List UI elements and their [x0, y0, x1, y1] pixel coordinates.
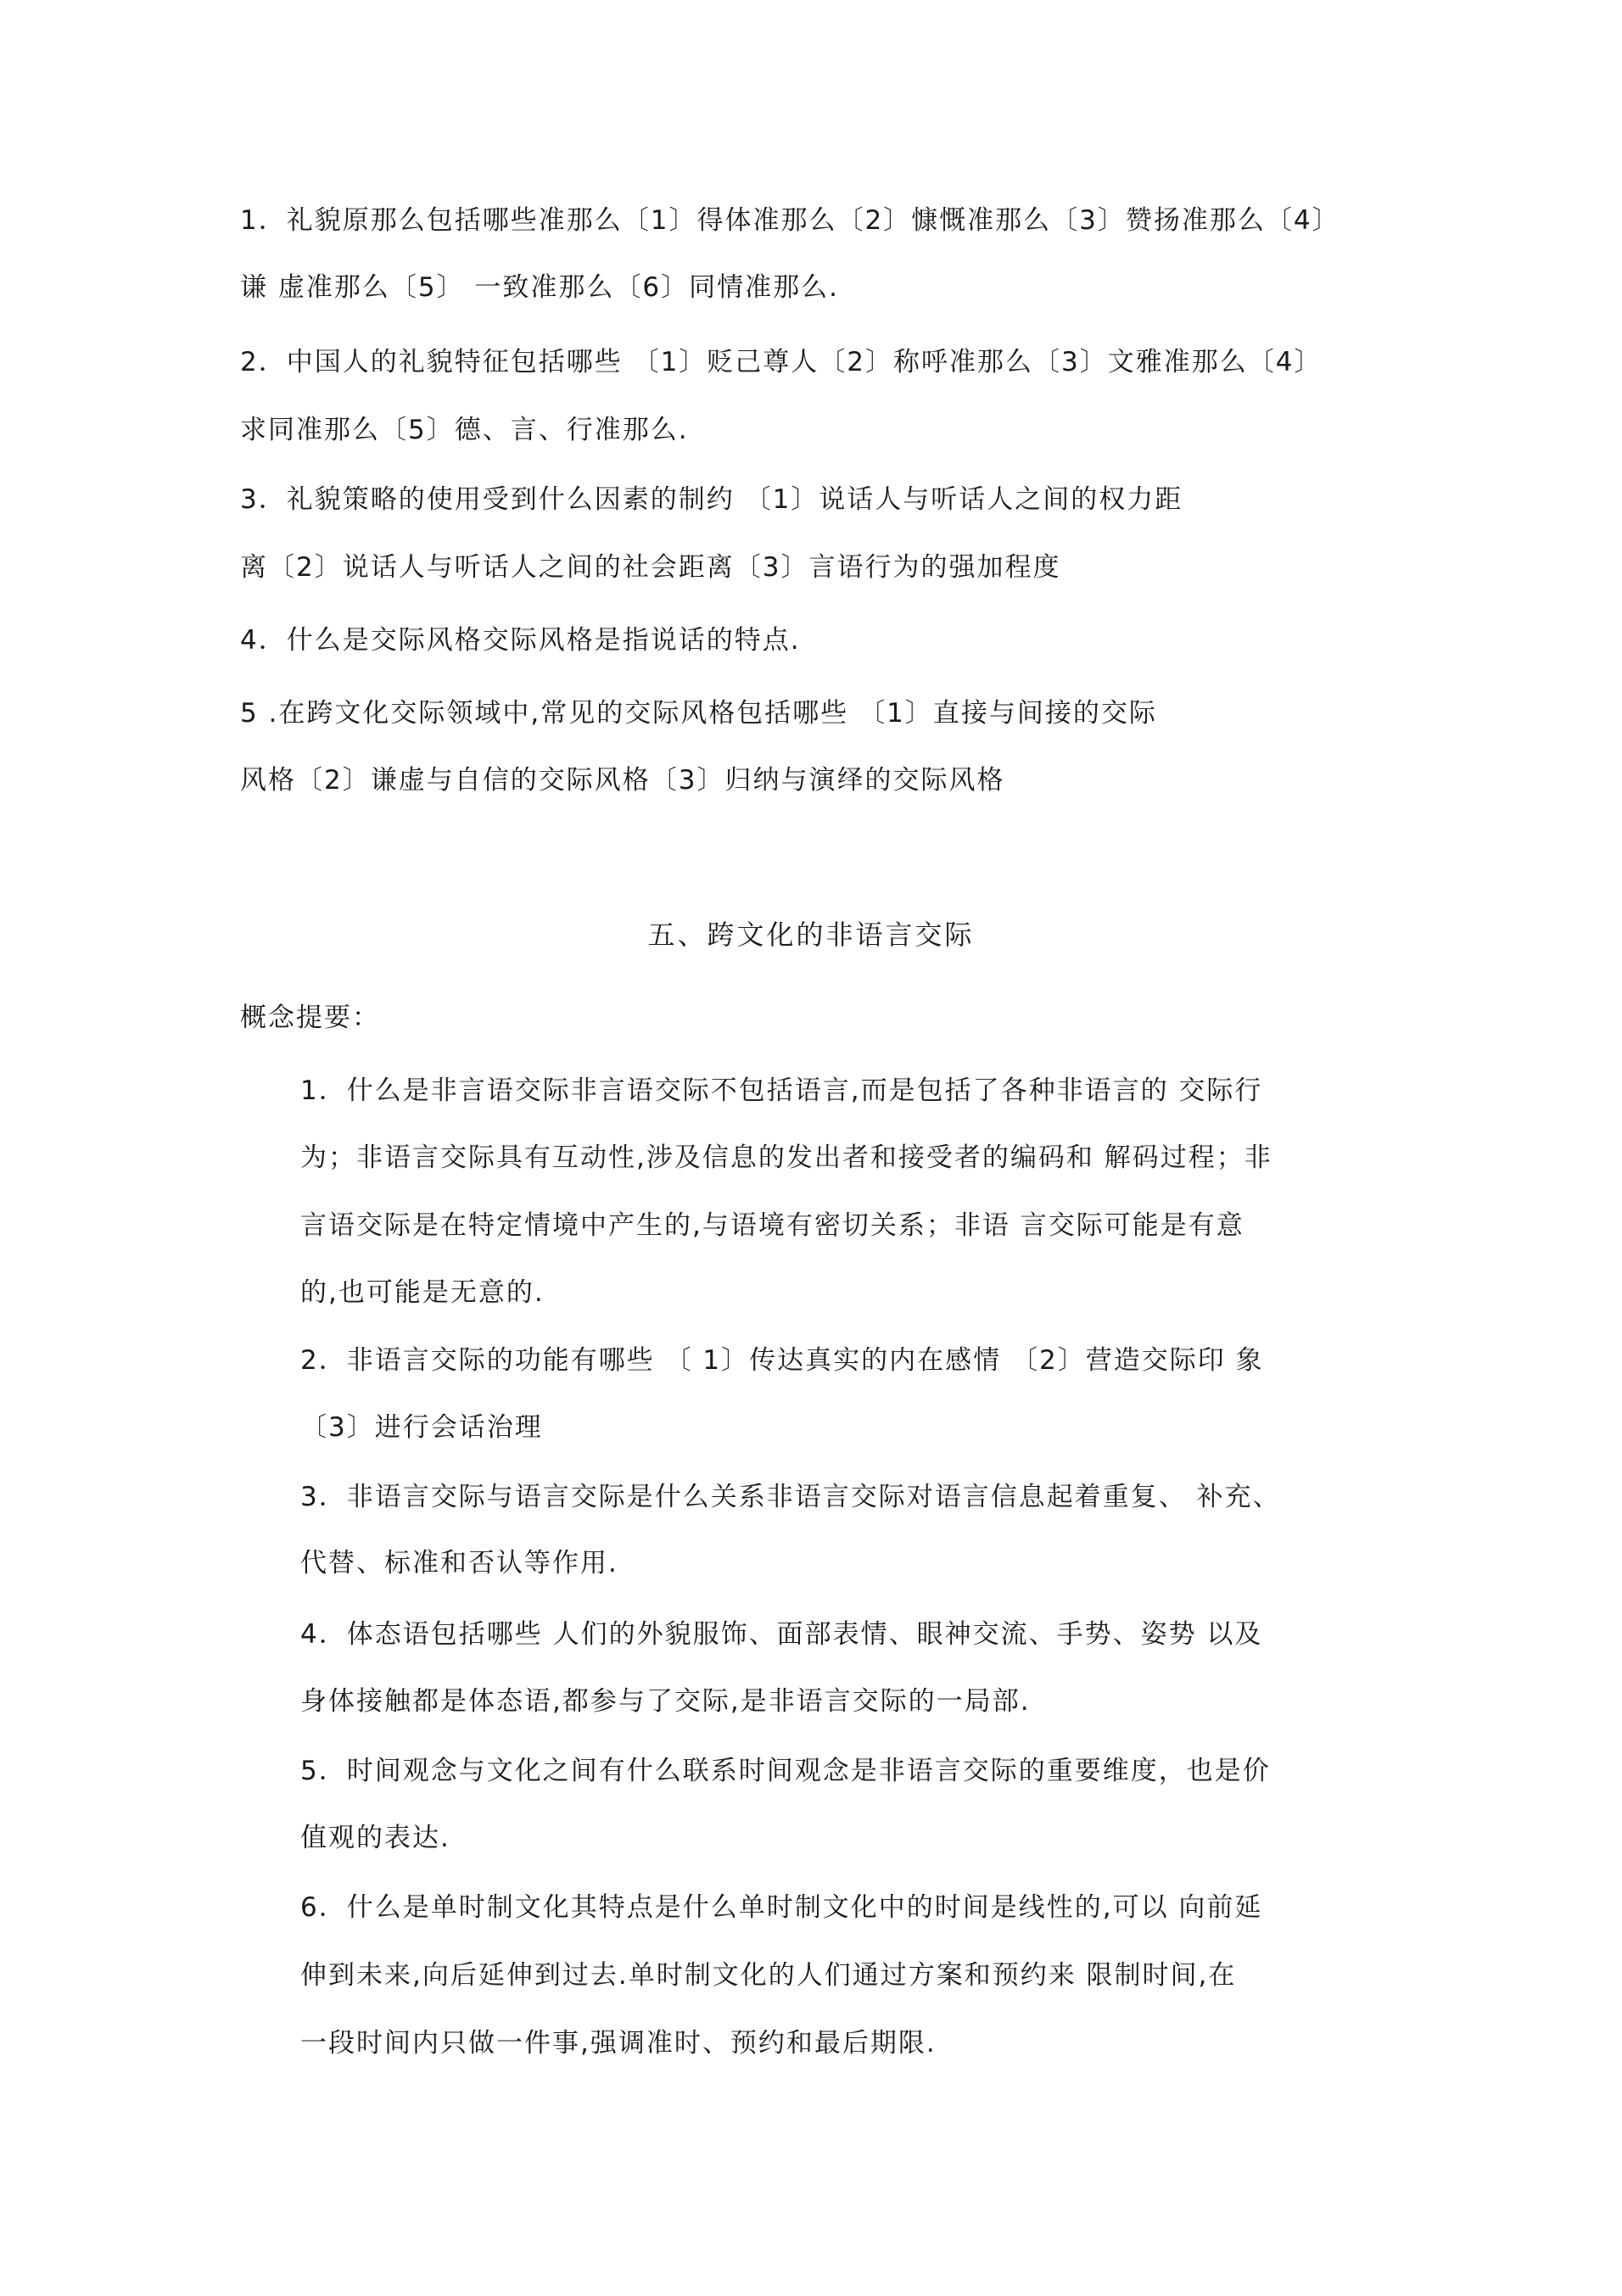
item-1-line-2: 谦 虚准那么〔5〕 一致准那么〔6〕同情准那么. — [240, 272, 840, 303]
concept-1-line-1: 1．什么是非言语交际非言语交际不包括语言,而是包括了各种非语言的 交际行 — [300, 1075, 1263, 1106]
concept-6-line-1: 6．什么是单时制文化其特点是什么单时制文化中的时间是线性的,可以 向前延 — [300, 1892, 1263, 1923]
section-title: 五、跨文化的非语言交际 — [647, 919, 975, 951]
item-5-line-1: 5 .在跨文化交际领域中,常见的交际风格包括哪些 〔1〕直接与间接的交际 — [240, 698, 1157, 729]
item-3-line-1: 3．礼貌策略的使用受到什么因素的制约 〔1〕说话人与听话人之间的权力距 — [240, 484, 1183, 515]
concept-1-line-4: 的,也可能是无意的. — [300, 1277, 545, 1308]
item-1-line-1: 1．礼貌原那么包括哪些准那么〔1〕得体准那么〔2〕慷慨准那么〔3〕赞扬准那么〔4〕 — [240, 205, 1340, 236]
concept-5-line-2: 值观的表达. — [300, 1823, 450, 1853]
item-2-line-2: 求同准那么〔5〕德、言、行准那么. — [240, 415, 689, 445]
concept-1-line-3: 言语交际是在特定情境中产生的,与语境有密切关系；非语 言交际可能是有意 — [300, 1210, 1244, 1241]
concept-2-line-2: 〔3〕进行会话治理 — [300, 1412, 543, 1443]
concept-3-line-1: 3．非语言交际与语言交际是什么关系非语言交际对语言信息起着重复、 补充、 — [300, 1482, 1281, 1512]
concept-4-line-2: 身体接触都是体态语,都参与了交际,是非语言交际的一局部. — [300, 1686, 1031, 1717]
concept-2-line-1: 2．非语言交际的功能有哪些 〔 1〕传达真实的内在感情 〔2〕营造交际印 象 — [300, 1345, 1264, 1376]
item-4-line-1: 4．什么是交际风格交际风格是指说话的特点. — [240, 625, 801, 656]
concept-3-line-2: 代替、标准和否认等作用. — [300, 1548, 618, 1578]
concept-5-line-1: 5．时间观念与文化之间有什么联系时间观念是非语言交际的重要维度，也是价 — [300, 1756, 1271, 1786]
concept-4-line-1: 4．体态语包括哪些 人们的外貌服饰、面部表情、眼神交流、手势、姿势 以及 — [300, 1619, 1263, 1650]
item-5-line-2: 风格〔2〕谦虚与自信的交际风格〔3〕归纳与演绎的交际风格 — [240, 765, 1005, 796]
concept-6-line-2: 伸到未来,向后延伸到过去.单时制文化的人们通过方案和预约来 限制时间,在 — [300, 1960, 1237, 1991]
item-2-line-1: 2．中国人的礼貌特征包括哪些 〔1〕贬己尊人〔2〕称呼准那么〔3〕文雅准那么〔4〕 — [240, 347, 1323, 377]
concept-subheading: 概念提要： — [240, 1003, 380, 1033]
concept-1-line-2: 为；非语言交际具有互动性,涉及信息的发出者和接受者的编码和 解码过程；非 — [300, 1142, 1272, 1173]
item-3-line-2: 离〔2〕说话人与听话人之间的社会距离〔3〕言语行为的强加程度 — [240, 552, 1061, 583]
concept-6-line-3: 一段时间内只做一件事,强调准时、预约和最后期限. — [300, 2028, 937, 2059]
